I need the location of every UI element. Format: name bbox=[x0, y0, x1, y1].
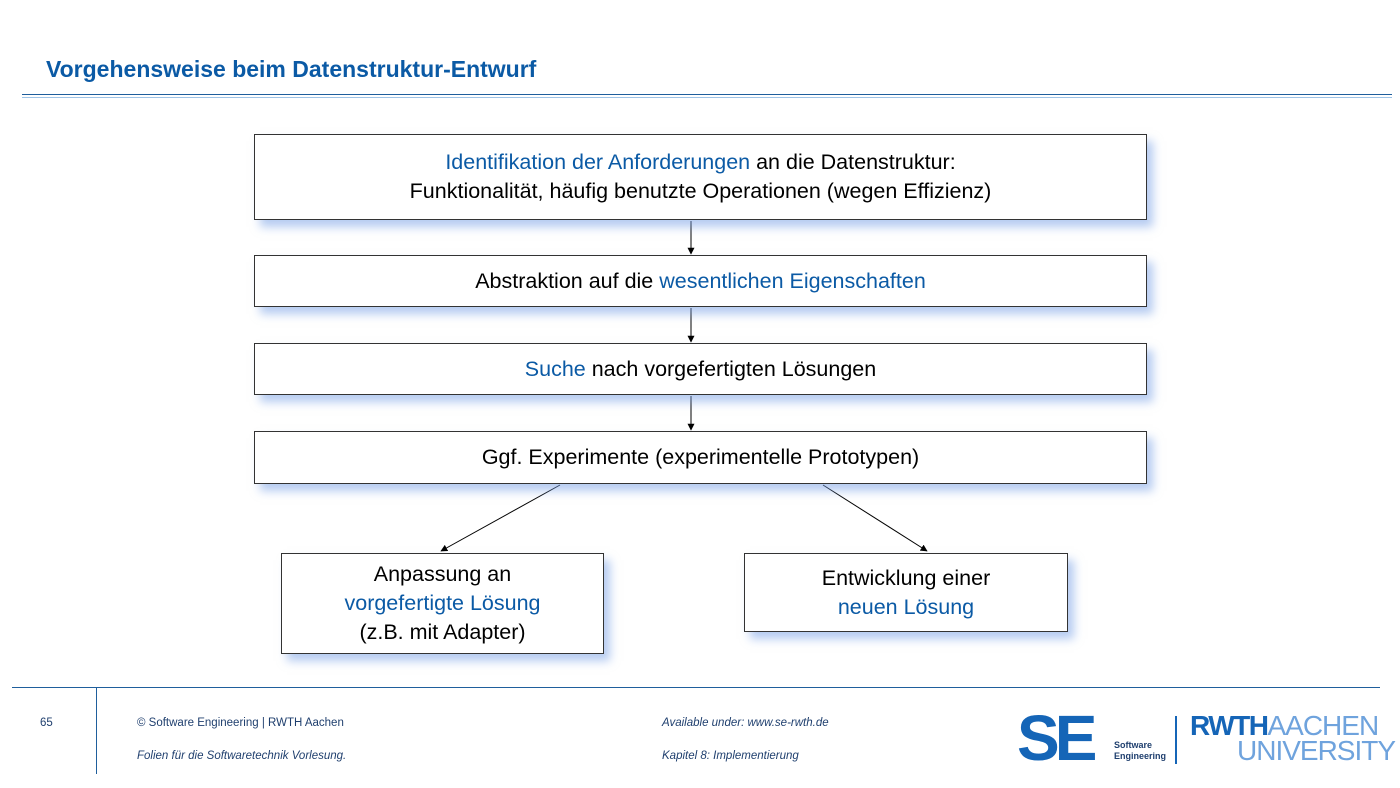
search-highlight: Suche bbox=[524, 356, 586, 381]
box-adapt bbox=[281, 553, 604, 654]
se-logo-sub2: Engineering bbox=[1114, 751, 1167, 761]
requirements-line1-rest: an die Datenstruktur: bbox=[750, 150, 956, 174]
develop-line2: neuen Lösung bbox=[837, 594, 975, 619]
abstraction-highlight: wesentlichen Eigenschaften bbox=[659, 268, 926, 293]
requirements-line2: Funktionalität, häufig benutzte Operationen (wegen Effizienz) bbox=[409, 179, 992, 203]
arrow-experiments-to-adapt bbox=[441, 485, 560, 551]
search-text: nach vorgefertigten Lösungen bbox=[585, 356, 877, 381]
footer-vertical-divider bbox=[96, 688, 97, 774]
experiments-line: Ggf. Experimente (experimentelle Prototypen) bbox=[481, 445, 920, 469]
footer-course: Folien für die Softwaretechnik Vorlesung. bbox=[137, 750, 347, 762]
box-abstraction bbox=[254, 255, 1147, 307]
arrow-experiments-to-develop bbox=[823, 485, 927, 551]
requirements-highlight: Identifikation der Anforderungen bbox=[445, 150, 751, 174]
box-requirements bbox=[254, 134, 1147, 220]
box-search bbox=[254, 343, 1147, 395]
adapt-line2: vorgefertigte Lösung bbox=[344, 591, 541, 615]
logo-separator bbox=[1175, 716, 1177, 764]
search-line bbox=[525, 355, 876, 384]
footer-copyright: © Software Engineering | RWTH Aachen bbox=[137, 717, 344, 729]
adapt-line3: (z.B. mit Adapter) bbox=[359, 620, 526, 644]
abstraction-line bbox=[475, 267, 926, 296]
se-logo-sub1: Software bbox=[1114, 740, 1153, 750]
requirements-line1 bbox=[445, 148, 955, 177]
rwth-logo-rwth: RWTH bbox=[1190, 710, 1268, 741]
adapt-line1: Anpassung an bbox=[373, 562, 512, 586]
rwth-logo-university: UNIVERSITY bbox=[1237, 735, 1396, 766]
footer-chapter: Kapitel 8: Implementierung bbox=[662, 750, 799, 762]
se-logo: SE bbox=[1017, 702, 1093, 774]
slide-title: Vorgehensweise beim Datenstruktur-Entwurf bbox=[46, 56, 537, 82]
footer-divider bbox=[12, 687, 1380, 688]
rwth-logo-aachen: AACHEN bbox=[1267, 710, 1379, 741]
abstraction-text: Abstraktion auf die bbox=[475, 268, 660, 293]
develop-line1: Entwicklung einer bbox=[821, 565, 991, 590]
page-number: 65 bbox=[40, 717, 53, 729]
footer-available: Available under: www.se-rwth.de bbox=[662, 717, 829, 729]
box-develop bbox=[744, 553, 1068, 632]
se-logo-subtitle bbox=[1114, 740, 1166, 762]
box-experiments bbox=[254, 431, 1147, 484]
